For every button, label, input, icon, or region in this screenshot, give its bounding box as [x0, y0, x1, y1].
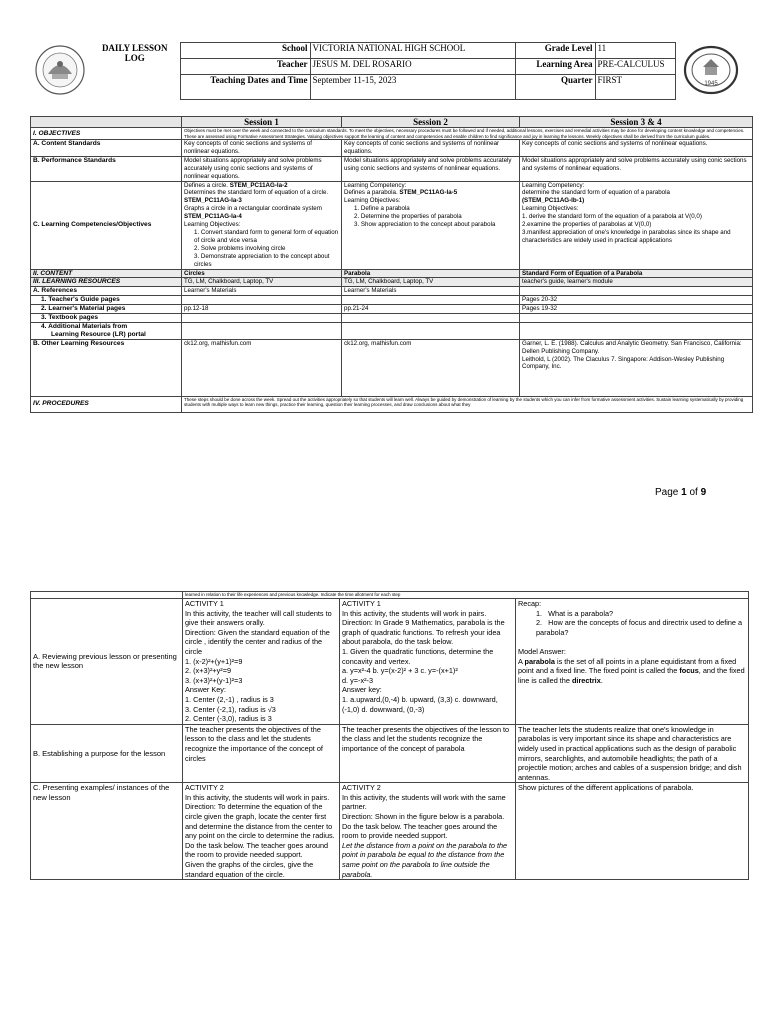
- content-standard-s3: Key concepts of conic sections and systems of nonlinear equations.: [520, 140, 753, 157]
- competencies-s1: Defines a circle. STEM_PC11AG-Ia-2 Determines the standard form of equation of a circle. STEM_PC11AG-Ia-3 Graphs a circle in a rectangular coordinate system STEM_PC11AG-Ia-4 Learning Objectives: 1. Convert standard form to general form of equation of circle and vice versa 2. Solve problems involving circle 3. Demonstrate appreciation to the concept about circles: [182, 181, 342, 269]
- resources-label: III. LEARNING RESOURCES: [31, 278, 182, 287]
- resources-s2: TG, LM, Chalkboard, Laptop, TV: [342, 278, 520, 287]
- references-label: A. References: [31, 287, 182, 296]
- performance-standard-s3: Model situations appropriately and solve problems accurately using conic sections and systems of nonlinear equations.: [520, 156, 753, 181]
- school-label: School: [180, 43, 310, 59]
- content-s3: Standard Form of Equation of a Parabola: [520, 269, 753, 278]
- resources-s1: TG, LM, Chalkboard, Laptop, TV: [182, 278, 342, 287]
- seal-year: 1945: [704, 81, 718, 87]
- school-value: VICTORIA NATIONAL HIGH SCHOOL: [310, 43, 515, 59]
- procedures-label: IV. PROCEDURES: [31, 396, 182, 412]
- competencies-s3: Learning Competency: determine the standard form of equation of a parabola (STEM_PC11AG-Ib-1) Learning Objectives: 1. derive the standard form of the equation of a parabola at V(0,0) 2.examine the properties of parabolas at V(0,0) 3.manifest appreciation of one's knowledge in parabolas since its shape and characteristics are widely used in practical applications: [520, 181, 753, 269]
- competencies-label: C. Learning Competencies/Objectives: [31, 181, 182, 269]
- school-seal-icon: [683, 45, 739, 95]
- other-resources-label: B. Other Learning Resources: [31, 339, 182, 396]
- grade-value: 11: [595, 43, 675, 59]
- quarter-label: Quarter: [515, 75, 595, 100]
- reviewing-s3: Recap: 1. What is a parabola? 2. How are the concepts of focus and directrix used to define a parabola? Model Answer: A parabola is the set of all points in a plane equidistant from a fixed point and a fixed line. The fixed point is called the focus, and the fixed line is called the directrix.: [516, 599, 749, 725]
- grade-label: Grade Level: [515, 43, 595, 59]
- examples-s2: ACTIVITY 2 In this activity, the students will work with the same partner. Direction: Shown in the figure below is a parabola. Do the task below. The teacher goes around the room to provide needed support. Let the distance from a point on the parabola to the point in parabola be equal to the distance from the same point on the parabola to line outside the parabola.: [340, 783, 516, 880]
- procedures-text: These steps should be done across the week. Spread out the activities appropriately so that students will learn well. Always be guided by demonstration of learning by the students which you can infer from formative assessment activities. Sustain learning systematically by providing students with multiple ways to learn new things, practice their learning, question their learning processes, and draw conclusions about what they: [182, 396, 753, 412]
- deped-seal-icon: [34, 44, 86, 96]
- page-title: DAILY LESSON LOG: [101, 42, 168, 63]
- procedures-continued-text: learned in relation to their life experiences and previous knowledge. Indicate the time allotment for each step: [183, 592, 749, 599]
- page-number: Page 1 of 9: [655, 487, 707, 498]
- resources-s3: teacher's guide, learner's module: [520, 278, 753, 287]
- other-s2: ck12.org, mathisfun.com: [342, 339, 520, 396]
- learners-material-label: 2. Learner's Material pages: [31, 305, 182, 314]
- tg-s3: Pages 20-32: [520, 296, 753, 305]
- session-3-header: Session 3 & 4: [520, 117, 753, 128]
- reviewing-lesson-label: A. Reviewing previous lesson or presenting the new lesson: [31, 599, 183, 725]
- other-s1: ck12.org, mathisfun.com: [182, 339, 342, 396]
- area-value: PRE-CALCULUS: [595, 59, 675, 75]
- references-s2: Learner's Materials: [342, 287, 520, 296]
- content-standard-s2: Key concepts of conic sections and systems of nonlinear equations.: [342, 140, 520, 157]
- content-s1: Circles: [182, 269, 342, 278]
- tg-s2: [342, 296, 520, 305]
- reviewing-s1: ACTIVITY 1 In this activity, the teacher will call students to give their answers orally. Direction: Given the standard equation of the circle , identify the center and radius of the circle 1. (x-2)²+(y+1)²=9 2. (x+3)²+y²=9 3. (x+3)²+(y-1)²=3 Answer Key: 1. Center (2,-1) , radius is 3 3. Center (-2,1), radius is √3 2. Center (-3,0), radius is 3: [183, 599, 340, 725]
- performance-standards-label: B. Performance Standards: [31, 156, 182, 181]
- session-1-header: Session 1: [182, 117, 342, 128]
- content-standards-label: A. Content Standards: [31, 140, 182, 157]
- quarter-value: FIRST: [595, 75, 675, 100]
- teachers-guide-label: 1. Teacher's Guide pages: [31, 296, 182, 305]
- other-s3: Garner, L. E. (1988). Calculus and Analytic Geometry. San Francisco, California: Dellen Publishing Company. Leithold, L (2002). The Claculus 7. Singapore: Addison-Wesley Publishing Company, Inc.: [520, 339, 753, 396]
- teacher-value: JESUS M. DEL ROSARIO: [310, 59, 515, 75]
- performance-standard-s2: Model situations appropriately and solve problems accurately using conic sections and systems of nonlinear equations.: [342, 156, 520, 181]
- examples-s1: ACTIVITY 2 In this activity, the students will work in pairs. Direction: To determine the equation of the circle given the graph, locate the center first and determine the distance from the center to any point on the circle to determine the radius. Do the task below. The teacher goes around the room to provide needed support. Given the graphs of the circles, give the standard equation of the circle.: [183, 783, 340, 880]
- purpose-s1: The teacher presents the objectives of the lesson to the class and let the students recognize the importance of the concept of circles: [183, 724, 340, 783]
- session-2-header: Session 2: [342, 117, 520, 128]
- lm-s1: pp.12-18: [182, 305, 342, 314]
- reviewing-s2: ACTIVITY 1 In this activity, the students will work in pairs. Direction: In Grade 9 Mathematics, parabola is the graph of quadratic functions. To refresh your idea about parabola, do the task below. 1. Given the quadratic functions, determine the concavity and vertex. a. y=x²-4 b. y=(x-2)² + 3 c. y=-(x+1)² d. y=-x²-3 Answer key: 1. a.upward,(0,-4) b. upward, (3,3) c. downward, (-1,0) d. downward, (0,-3): [340, 599, 516, 725]
- dates-label: Teaching Dates and Time: [180, 75, 310, 100]
- deped-seal-left: [30, 43, 90, 100]
- content-label: II. CONTENT: [31, 269, 182, 278]
- lm-s3: Pages 19-32: [520, 305, 753, 314]
- textbook-label: 3. Textbook pages: [31, 314, 182, 323]
- purpose-s2: The teacher presents the objectives of the lesson to the class and let the students recognize the importance of the concept of parabola: [340, 724, 516, 783]
- references-s3: [520, 287, 753, 296]
- dates-value: September 11-15, 2023: [310, 75, 515, 100]
- teacher-label: Teacher: [180, 59, 310, 75]
- competencies-s2: Learning Competency: Defines a parabola. STEM_PC11AG-Ia-5 Learning Objectives: 1. Define a parabola 2. Determine the properties of parabola 3. Show appreciation to the concept about parabola: [342, 181, 520, 269]
- tg-s1: [182, 296, 342, 305]
- school-seal-right: [675, 43, 746, 100]
- lm-s2: pp.21-24: [342, 305, 520, 314]
- header-table: [30, 42, 746, 100]
- objectives-label: I. OBJECTIVES: [31, 128, 182, 140]
- additional-materials-label: 4. Additional Materials from Learning Resource (LR) portal: [31, 322, 182, 339]
- performance-standard-s1: Model situations appropriately and solve problems accurately using conic sections and systems of nonlinear equations.: [182, 156, 342, 181]
- references-s1: Learner's Materials: [182, 287, 342, 296]
- purpose-s3: The teacher lets the students realize that one's knowledge in parabolas is very important since its shape and characteristics are widely used in practical applications such as the design of parabolic mirrors, searchlights, and automobile headlights; the path of a projectile motion; arches and cables of a suspension bridge; and dish antennas.: [516, 724, 749, 783]
- presenting-examples-label: C. Presenting examples/ instances of the new lesson: [31, 783, 183, 880]
- examples-s3: Show pictures of the different applications of parabola.: [516, 783, 749, 880]
- lesson-table-page2: [30, 591, 749, 880]
- objectives-text: Objectives must be met over the week and connected to the curriculum standards. To meet the objectives, necessary procedures must be followed and if needed, additional lessons, exercises and remedial activities may be done for developing content knowledge and competencies. These are assessed using Formative Assessment Strategies. Valuing objectives support the learning of content and competencies and enable children to find significance and joy in learning the lessons. Weekly objectives shall be derived from the curriculum guides.: [182, 128, 753, 140]
- content-s2: Parabola: [342, 269, 520, 278]
- content-standard-s1: Key concepts of conic sections and systems of nonlinear equations.: [182, 140, 342, 157]
- establishing-purpose-label: B. Establishing a purpose for the lesson: [31, 724, 183, 783]
- lesson-table-page1: [30, 116, 753, 413]
- area-label: Learning Area: [515, 59, 595, 75]
